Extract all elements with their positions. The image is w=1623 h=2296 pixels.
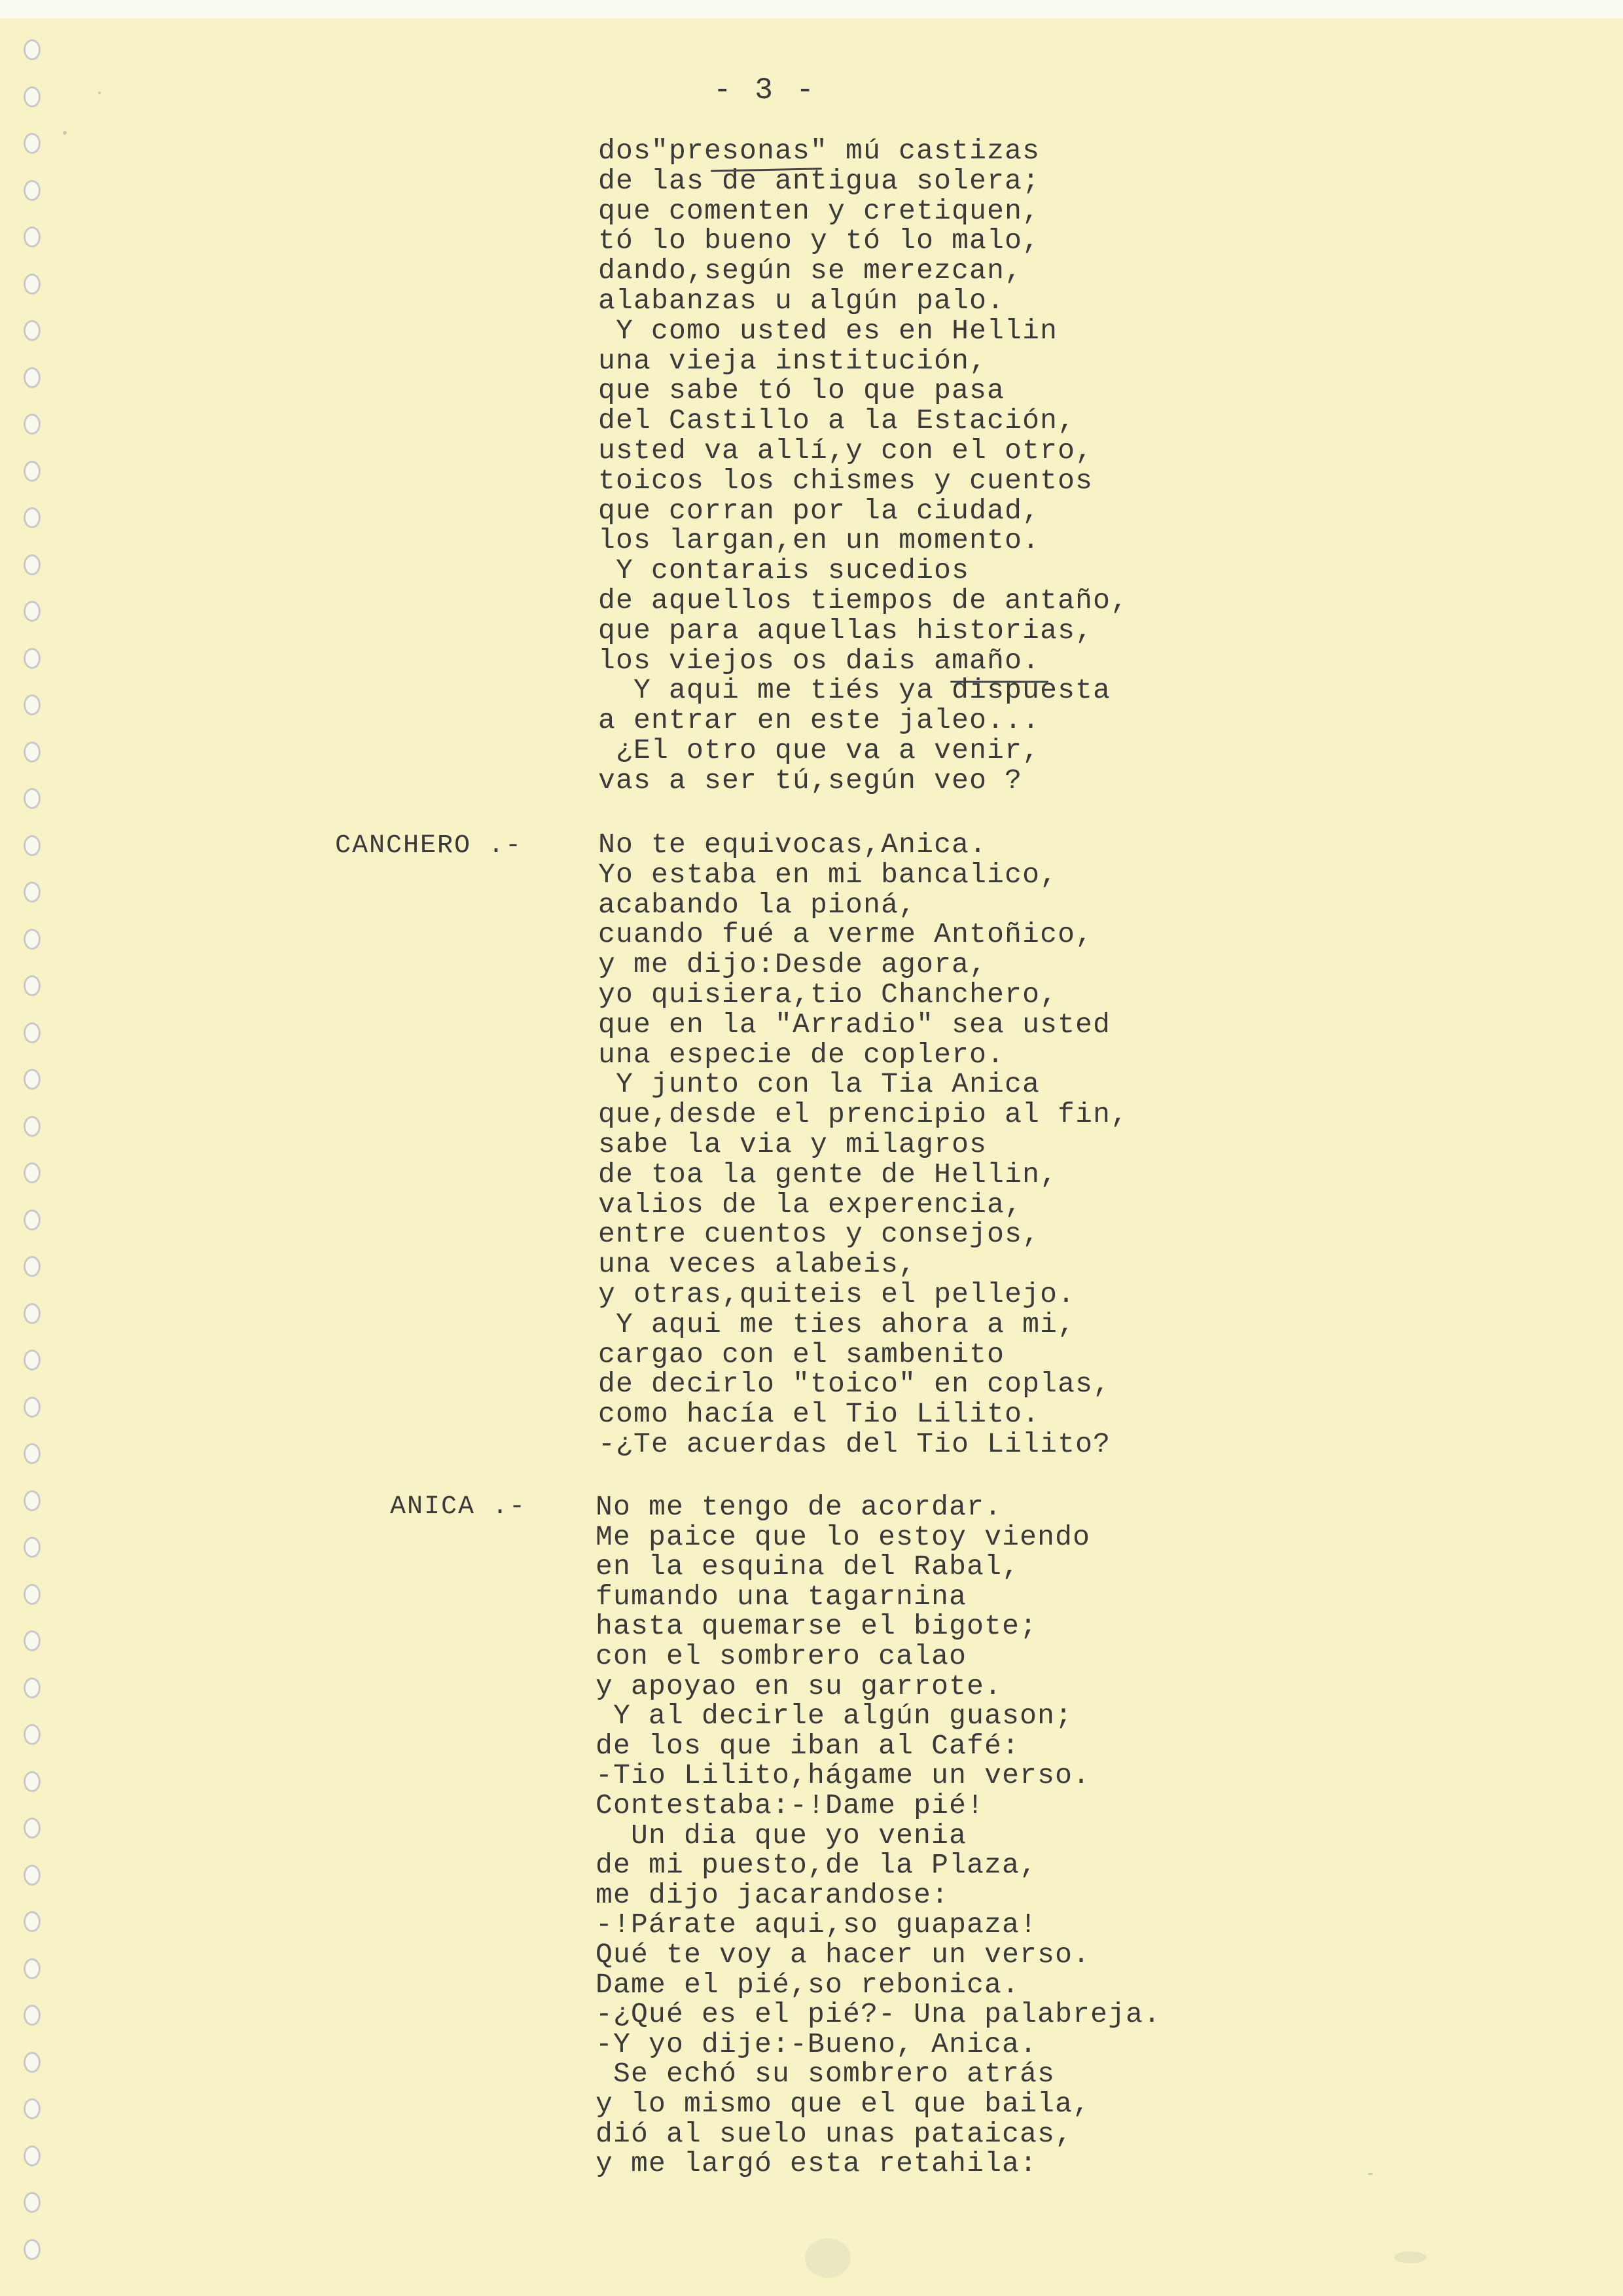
verse-line: dando,según se merezcan, bbox=[598, 255, 1023, 287]
verse-line: que comenten y cretiquen, bbox=[598, 194, 1041, 227]
speaker-anica: ANICA .- bbox=[390, 1492, 527, 1522]
punch-hole bbox=[24, 1443, 41, 1464]
punch-hole bbox=[24, 882, 41, 903]
verse-line: y me largó esta retahila: bbox=[596, 2147, 1038, 2180]
verse-line: Contestaba:-!Dame pié! bbox=[596, 1789, 985, 1821]
punch-hole bbox=[24, 414, 41, 435]
verse-line: -¿Qué es el pié?- Una palabreja. bbox=[596, 1998, 1162, 2031]
verse-line: sabe la via y milagros bbox=[598, 1128, 988, 1160]
punch-hole bbox=[24, 226, 41, 247]
verse-line: Y aqui me tiés ya dispuesta bbox=[598, 674, 1111, 707]
verse-line: Un dia que yo venia bbox=[596, 1819, 967, 1852]
verse-line: ¿El otro que va a venir, bbox=[598, 734, 1041, 766]
punch-hole bbox=[24, 1911, 41, 1932]
punch-hole bbox=[24, 554, 41, 575]
verse-line: Y junto con la Tia Anica bbox=[598, 1068, 1041, 1101]
punch-hole bbox=[24, 2239, 41, 2260]
punch-hole bbox=[24, 1350, 41, 1371]
punch-hole bbox=[24, 2145, 41, 2166]
verse-line: Dame el pié,so rebonica. bbox=[596, 1968, 1020, 2001]
verse-line: de los que iban al Café: bbox=[596, 1729, 1020, 1762]
punch-hole bbox=[24, 1022, 41, 1043]
verse-line: tó lo bueno y tó lo malo, bbox=[598, 224, 1041, 257]
punch-hole bbox=[24, 1630, 41, 1651]
verse-line: valios de la experencia, bbox=[598, 1188, 1023, 1221]
punch-hole bbox=[24, 1818, 41, 1839]
verse-line: Y contarais sucedios bbox=[598, 554, 970, 587]
verse-line: y me dijo:Desde agora, bbox=[598, 948, 988, 981]
paper-speck bbox=[63, 131, 67, 135]
page-top-edge bbox=[0, 0, 1623, 18]
verse-line: y lo mismo que el que baila, bbox=[596, 2088, 1091, 2120]
verse-line: Y como usted es en Hellin bbox=[598, 314, 1058, 347]
verse-line: vas a ser tú,según veo ? bbox=[598, 764, 1023, 797]
verse-line: Y al decirle algún guason; bbox=[596, 1700, 1073, 1732]
punch-hole bbox=[24, 2005, 41, 2026]
punch-hole bbox=[24, 2052, 41, 2073]
verse-line: Yo estaba en mi bancalico, bbox=[598, 858, 1058, 891]
punch-hole bbox=[24, 648, 41, 669]
verse-line: No te equivocas,Anica. bbox=[598, 829, 988, 861]
punch-hole bbox=[24, 929, 41, 950]
punch-hole bbox=[24, 1069, 41, 1090]
punch-hole bbox=[24, 274, 41, 295]
speaker-canchero: CANCHERO .- bbox=[335, 831, 523, 861]
verse-line: los viejos os dais amaño. bbox=[598, 644, 1041, 677]
verse-line: fumando una tagarnina bbox=[596, 1580, 967, 1613]
verse-line: -¿Te acuerdas del Tio Lilito? bbox=[598, 1428, 1111, 1460]
verse-line: No me tengo de acordar. bbox=[596, 1491, 1003, 1523]
verse-line: alabanzas u algún palo. bbox=[598, 285, 1005, 317]
punch-hole bbox=[24, 180, 41, 201]
paper-speck bbox=[1368, 2173, 1373, 2175]
punch-hole bbox=[24, 507, 41, 528]
verse-line: cargao con el sambenito bbox=[598, 1338, 1005, 1371]
punch-hole bbox=[24, 694, 41, 715]
punch-hole bbox=[24, 320, 41, 341]
verse-line: del Castillo a la Estación, bbox=[598, 404, 1076, 437]
punch-hole bbox=[24, 1162, 41, 1183]
punch-hole bbox=[24, 367, 41, 388]
punch-hole bbox=[24, 742, 41, 762]
verse-line: de decirlo "toico" en coplas, bbox=[598, 1368, 1111, 1401]
punch-hole bbox=[24, 1537, 41, 1558]
verse-line: que,desde el prencipio al fin, bbox=[598, 1098, 1129, 1131]
page-number: - 3 - bbox=[713, 73, 817, 107]
verse-line: a entrar en este jaleo... bbox=[598, 704, 1041, 737]
verse-line: como hacía el Tio Lilito. bbox=[598, 1398, 1041, 1431]
verse-line: de mi puesto,de la Plaza, bbox=[596, 1849, 1038, 1882]
punch-hole bbox=[24, 1958, 41, 1979]
binder-holes bbox=[17, 39, 56, 2291]
punch-hole bbox=[24, 1256, 41, 1277]
verse-line: con el sombrero calao bbox=[596, 1640, 967, 1672]
verse-line: -!Párate aqui,so guapaza! bbox=[596, 1909, 1038, 1941]
verse-line: que en la "Arradio" sea usted bbox=[598, 1008, 1111, 1041]
punch-hole bbox=[24, 835, 41, 856]
verse-line: de toa la gente de Hellin, bbox=[598, 1158, 1058, 1191]
paper-speck bbox=[1394, 2251, 1427, 2263]
punch-hole bbox=[24, 1724, 41, 1745]
verse-line: Se echó su sombrero atrás bbox=[596, 2058, 1056, 2090]
verse-line: Qué te voy a hacer un verso. bbox=[596, 1939, 1091, 1971]
verse-line: una vieja institución, bbox=[598, 344, 988, 377]
paper-speck bbox=[98, 92, 101, 94]
punch-hole bbox=[24, 1490, 41, 1511]
punch-hole bbox=[24, 1771, 41, 1792]
verse-line: me dijo jacarandose: bbox=[596, 1878, 950, 1911]
punch-hole bbox=[24, 461, 41, 482]
punch-hole bbox=[24, 975, 41, 996]
verse-line: usted va allí,y con el otro, bbox=[598, 435, 1094, 467]
verse-line: los largan,en un momento. bbox=[598, 524, 1041, 557]
punch-hole bbox=[24, 601, 41, 622]
punch-hole bbox=[24, 133, 41, 154]
verse-line: en la esquina del Rabal, bbox=[596, 1551, 1020, 1583]
verse-line: y otras,quiteis el pellejo. bbox=[598, 1278, 1076, 1310]
punch-hole bbox=[24, 1303, 41, 1324]
punch-hole bbox=[24, 1397, 41, 1418]
verse-line: Me paice que lo estoy viendo bbox=[596, 1520, 1091, 1553]
punch-hole bbox=[24, 1677, 41, 1698]
verse-line: que para aquellas historias, bbox=[598, 614, 1094, 647]
verse-line: que sabe tó lo que pasa bbox=[598, 374, 1005, 407]
verse-line: y apoyao en su garrote. bbox=[596, 1670, 1003, 1702]
verse-line: Y aqui me ties ahora a mi, bbox=[598, 1308, 1076, 1340]
verse-line: yo quisiera,tio Chanchero, bbox=[598, 978, 1058, 1011]
verse-line: -Tio Lilito,hágame un verso. bbox=[596, 1759, 1091, 1792]
verse-line: cuando fué a verme Antoñico, bbox=[598, 918, 1094, 951]
punch-hole bbox=[24, 788, 41, 809]
verse-line: de las de antigua solera; bbox=[598, 164, 1041, 197]
verse-line: toicos los chismes y cuentos bbox=[598, 464, 1094, 497]
paper-speck bbox=[805, 2238, 851, 2278]
punch-hole bbox=[24, 1210, 41, 1230]
punch-hole bbox=[24, 2192, 41, 2213]
verse-line: de aquellos tiempos de antaño, bbox=[598, 584, 1129, 617]
verse-line: una especie de coplero. bbox=[598, 1038, 1005, 1071]
verse-line: entre cuentos y consejos, bbox=[598, 1218, 1041, 1251]
verse-line: -Y yo dije:-Bueno, Anica. bbox=[596, 2028, 1038, 2060]
verse-line: una veces alabeis, bbox=[598, 1248, 917, 1281]
punch-hole bbox=[24, 1116, 41, 1137]
verse-line: dos"presonas" mú castizas bbox=[598, 135, 1041, 167]
punch-hole bbox=[24, 86, 41, 107]
verse-line: dió al suelo unas pataicas, bbox=[596, 2117, 1073, 2150]
punch-hole bbox=[24, 1584, 41, 1605]
verse-line: que corran por la ciudad, bbox=[598, 494, 1041, 527]
punch-hole bbox=[24, 2098, 41, 2119]
punch-hole bbox=[24, 1865, 41, 1886]
punch-hole bbox=[24, 39, 41, 60]
verse-line: acabando la pioná, bbox=[598, 888, 917, 921]
verse-line: hasta quemarse el bigote; bbox=[596, 1610, 1038, 1643]
